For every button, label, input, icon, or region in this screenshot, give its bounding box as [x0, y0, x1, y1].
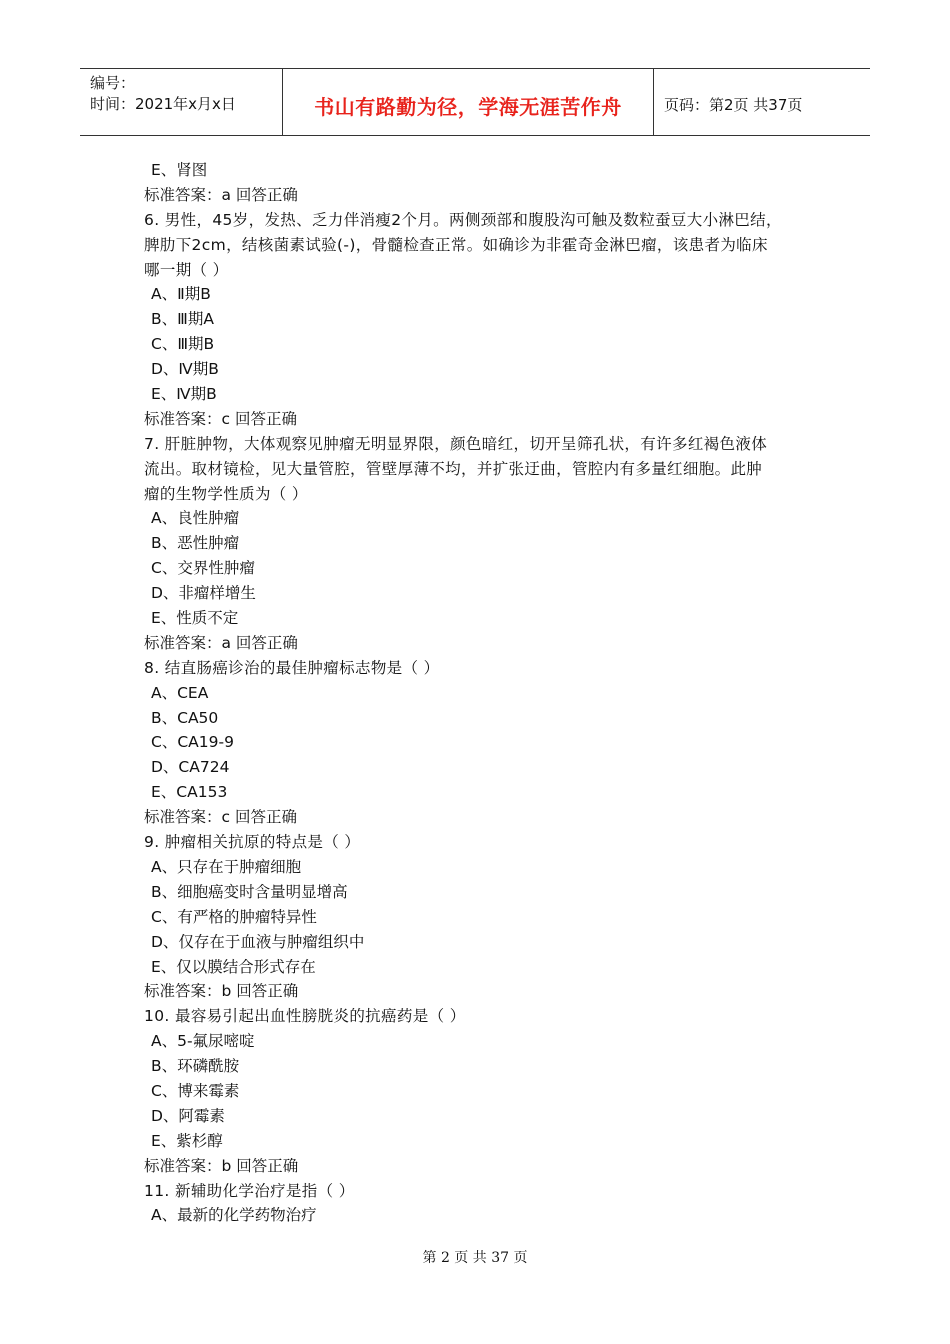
- answer-line: 标准答案：a 回答正确: [144, 633, 298, 652]
- question-line: 流出。取材镜检，见大量管腔，管壁厚薄不均，并扩张迂曲，管腔内有多量红细胞。此肿: [144, 459, 763, 478]
- option-line: C、Ⅲ期B: [151, 335, 215, 354]
- page-code: 页码：第2页 共37页: [664, 96, 803, 114]
- option-line: D、Ⅳ期B: [151, 360, 219, 379]
- question-line: 10. 最容易引起出血性膀胱炎的抗癌药是（ ）: [144, 1007, 466, 1026]
- option-line: D、非瘤样增生: [151, 584, 256, 603]
- option-line: D、仅存在于血液与肿瘤组织中: [151, 932, 365, 951]
- option-line: B、恶性肿瘤: [151, 534, 240, 553]
- header-page-cell: [654, 69, 870, 135]
- option-line: C、CA19-9: [151, 733, 234, 752]
- answer-line: 标准答案：c 回答正确: [144, 808, 297, 827]
- answer-line: 标准答案：c 回答正确: [144, 409, 297, 428]
- option-line: A、良性肿瘤: [151, 509, 240, 528]
- question-line: 8. 结直肠癌诊治的最佳肿瘤标志物是（ ）: [144, 658, 440, 677]
- question-line: 11. 新辅助化学治疗是指（ ）: [144, 1181, 355, 1200]
- header-motto-cell: [282, 69, 654, 135]
- option-line: A、Ⅱ期B: [151, 285, 211, 304]
- answer-line: 标准答案：b 回答正确: [144, 1156, 299, 1175]
- option-line: E、CA153: [151, 783, 228, 802]
- question-line: 瘤的生物学性质为（ ）: [144, 484, 308, 503]
- question-content: [144, 158, 814, 1228]
- option-line: E、仅以膜结合形式存在: [151, 957, 316, 976]
- option-line: B、环磷酰胺: [151, 1057, 240, 1076]
- page-header: [80, 68, 870, 136]
- number-label: 编号：: [90, 74, 136, 92]
- option-line: B、CA50: [151, 708, 219, 727]
- option-line: C、博来霉素: [151, 1081, 240, 1100]
- question-line: 9. 肿瘤相关抗原的特点是（ ）: [144, 833, 361, 852]
- option-line: D、CA724: [151, 758, 230, 777]
- answer-line: 标准答案：a 回答正确: [144, 185, 298, 204]
- option-line: E、紫杉醇: [151, 1131, 223, 1150]
- option-line: A、只存在于肿瘤细胞: [151, 857, 302, 876]
- option-line: A、5-氟尿嘧啶: [151, 1032, 255, 1051]
- question-line: 7. 肝脏肿物，大体观察见肿瘤无明显界限，颜色暗红，切开呈筛孔状，有许多红褐色液体: [144, 434, 768, 453]
- question-line: 6. 男性，45岁，发热、乏力伴消瘦2个月。两侧颈部和腹股沟可触及数粒蚕豆大小淋巴结，: [144, 210, 782, 229]
- option-line: A、最新的化学药物治疗: [151, 1206, 317, 1225]
- motto: 书山有路勤为径，学海无涯苦作舟: [314, 95, 622, 119]
- page-footer: 第 2 页 共 37 页: [422, 1250, 528, 1266]
- option-line: E、性质不定: [151, 609, 239, 628]
- option-line: C、有严格的肿瘤特异性: [151, 907, 317, 926]
- option-line: C、交界性肿瘤: [151, 559, 255, 578]
- option-line: A、CEA: [151, 683, 209, 702]
- header-meta: [80, 69, 282, 135]
- option-line: E、肾图: [151, 161, 208, 179]
- option-line: D、阿霉素: [151, 1106, 225, 1125]
- answer-line: 标准答案：b 回答正确: [144, 982, 299, 1001]
- option-line: E、Ⅳ期B: [151, 385, 217, 404]
- question-line: 脾肋下2cm，结核菌素试验(-)，骨髓检查正常。如确诊为非霍奇金淋巴瘤，该患者为临床: [144, 235, 768, 254]
- option-line: B、细胞癌变时含量明显增高: [151, 882, 348, 901]
- question-line: 哪一期（ ）: [144, 260, 229, 279]
- time-label: 时间：2021年x月x日: [90, 95, 236, 113]
- option-line: B、Ⅲ期A: [151, 310, 214, 329]
